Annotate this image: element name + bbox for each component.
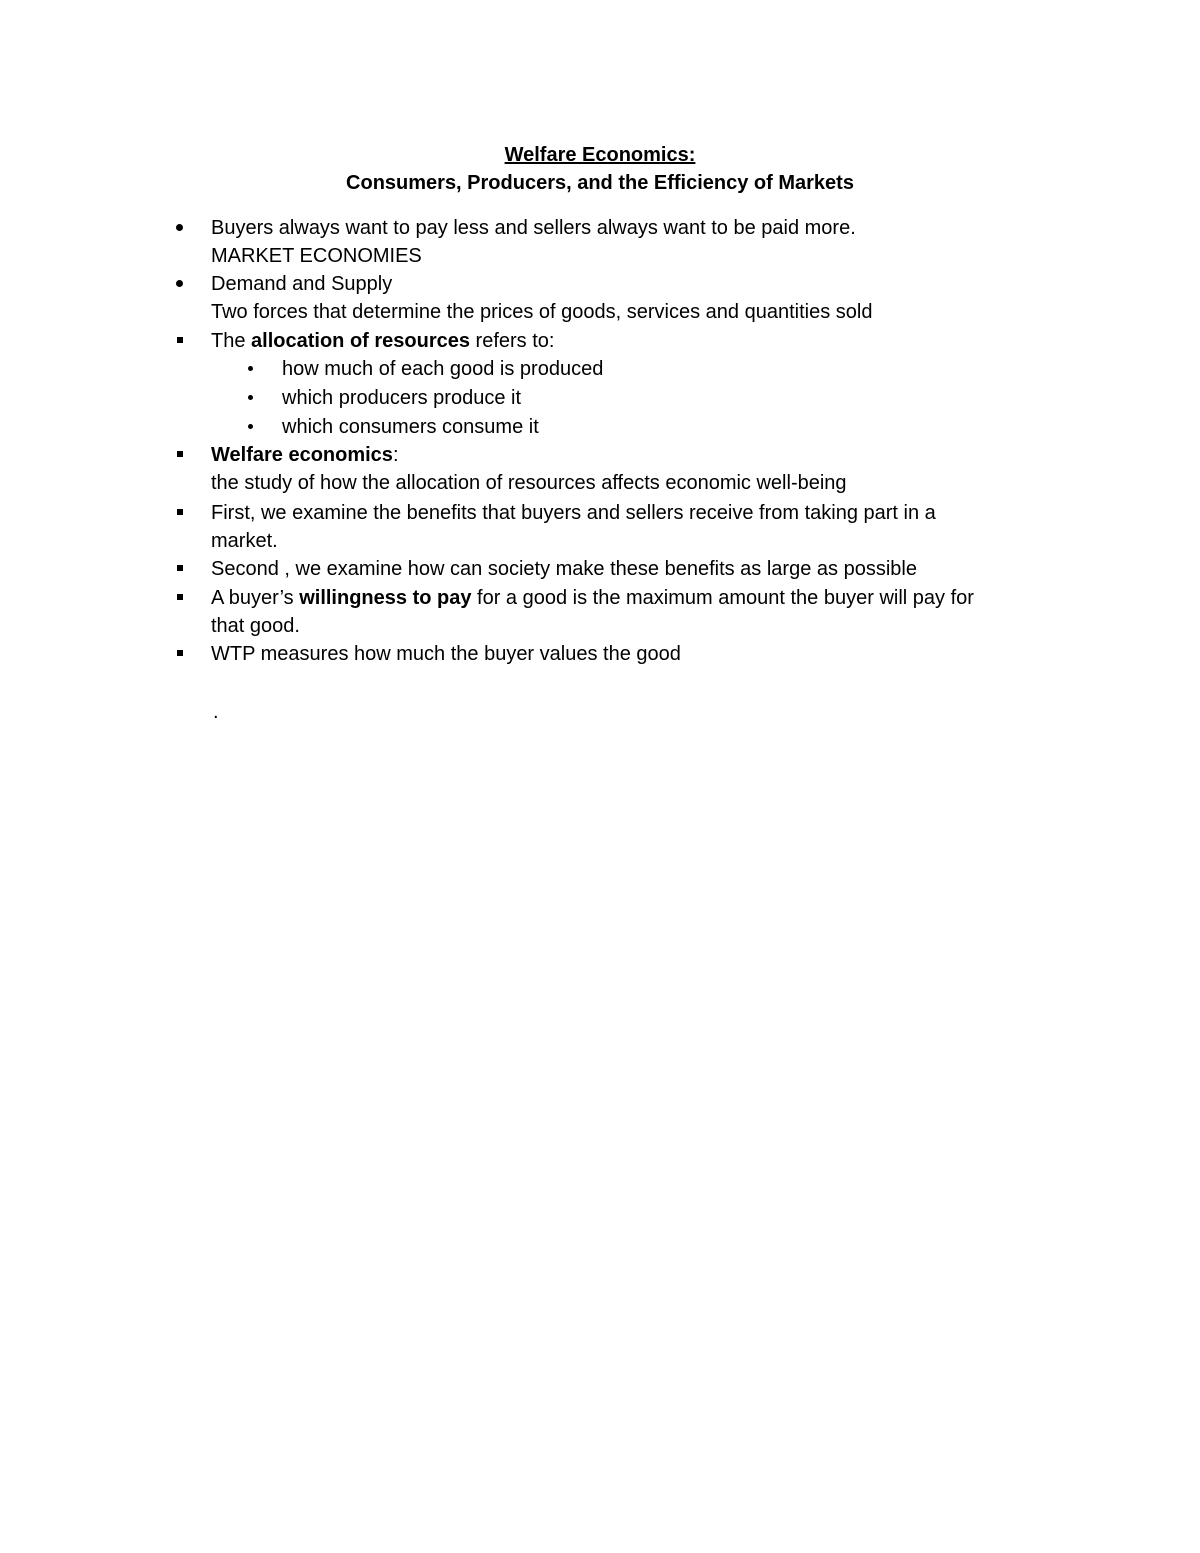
bullet-text: Welfare economics: (211, 444, 399, 466)
bullet-text: A buyer’s willingness to pay for a good is the maximum amount the buyer will pay for (211, 587, 974, 609)
bullet-text: Two forces that determine the prices of goods, services and quantities sold (211, 301, 873, 323)
sub-bullet-icon (248, 395, 253, 400)
bullet-text: the study of how the allocation of resources affects economic well-being (211, 472, 847, 494)
round-bullet-icon (176, 280, 183, 287)
bullet-text: Second , we examine how can society make these benefits as large as possible (211, 558, 917, 580)
document-title (0, 141, 1200, 169)
bullet-text: First, we examine the benefits that buyers and sellers receive from taking part in a (211, 502, 936, 524)
bullet-text: WTP measures how much the buyer values the good (211, 643, 681, 665)
trailing-period: . (213, 701, 219, 723)
square-bullet-icon (177, 565, 183, 571)
document-subtitle: Consumers, Producers, and the Efficiency of Markets (346, 172, 854, 194)
title-line-1: Welfare Economics: (504, 144, 696, 166)
bullet-text: that good. (211, 615, 300, 637)
bullet-text: Demand and Supply (211, 273, 393, 295)
square-bullet-icon (177, 509, 183, 515)
sub-bullet-icon (248, 366, 253, 371)
bullet-text: The allocation of resources refers to: (211, 330, 555, 352)
square-bullet-icon (177, 451, 183, 457)
sub-bullet-icon (248, 424, 253, 429)
sub-bullet-text: which consumers consume it (282, 416, 539, 438)
sub-bullet-text: which producers produce it (282, 387, 522, 409)
bold-term: allocation of resources (251, 330, 470, 352)
square-bullet-icon (177, 594, 183, 600)
sub-bullet-text: how much of each good is produced (282, 358, 604, 380)
bold-term: willingness to pay (299, 587, 472, 609)
bullet-text: market. (211, 530, 278, 552)
square-bullet-icon (177, 650, 183, 656)
bullet-text: Buyers always want to pay less and sellers always want to be paid more. (211, 217, 856, 239)
bold-term: Welfare economics (211, 444, 393, 466)
bullet-text: MARKET ECONOMIES (211, 245, 422, 267)
round-bullet-icon (176, 224, 183, 231)
square-bullet-icon (177, 337, 183, 343)
